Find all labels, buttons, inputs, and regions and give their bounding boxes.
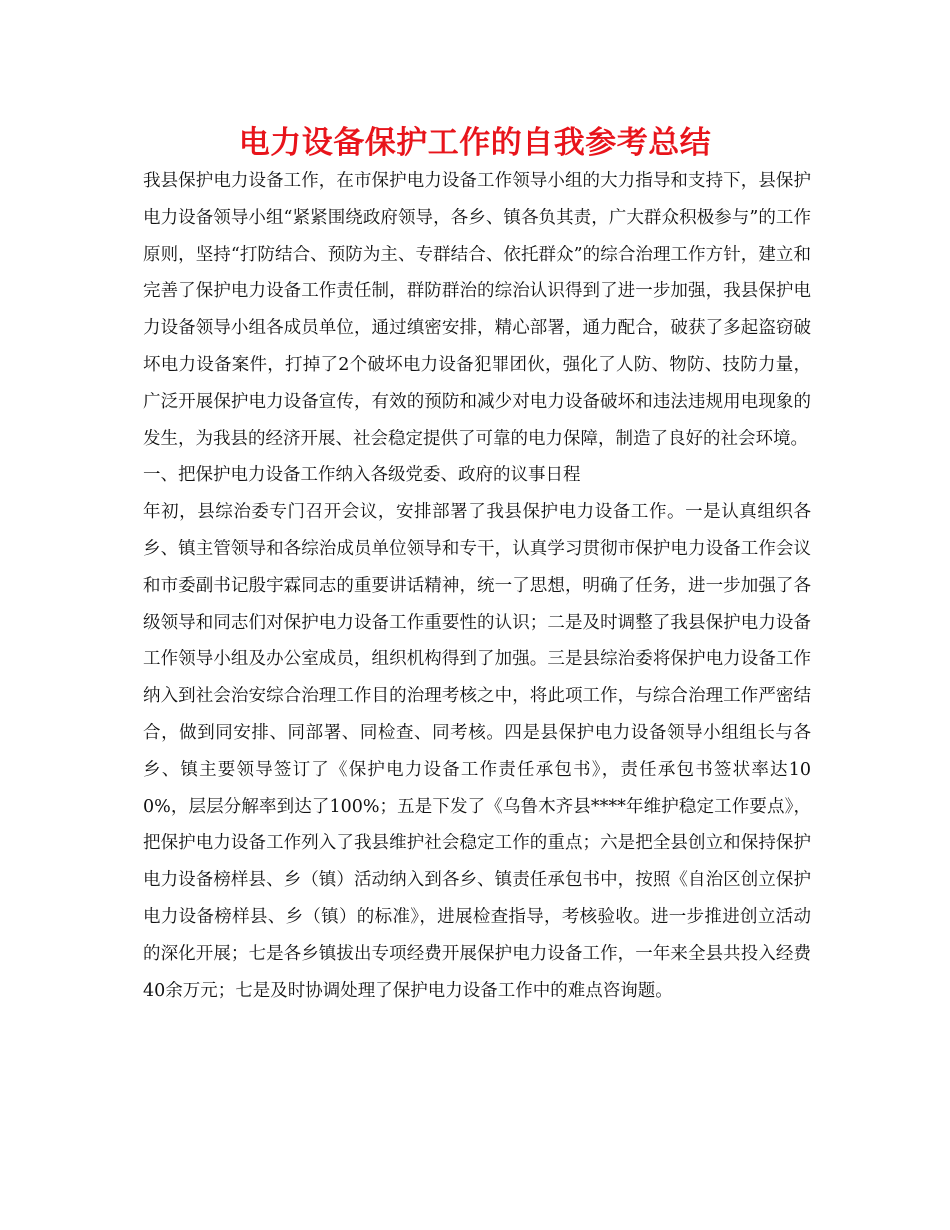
paragraph-intro: 我县保护电力设备工作，在市保护电力设备工作领导小组的大力指导和支持下，县保护电力设备领导小组“紧紧围绕政府领导，各乡、镇各负其责，广大群众积极参与”的工作原则，坚持“打防结合、预防为主、专群结合、依托群众”的综合治理工作方针，建立和完善了保护电力设备工作责任制，群防群治的综治认识得到了进一步加强，我县保护电力设备领导小组各成员单位，通过缜密安排，精心部署，通力配合，破获了多起盗窃破坏电力设备案件，打掉了2个破坏电力设备犯罪团伙，强化了人防、物防、技防力量，广泛开展保护电力设备宣传，有效的预防和减少对电力设备破坏和违法违规用电现象的发生，为我县的经济开展、社会稳定提供了可靠的电力保障，制造了良好的社会环境。: [143, 171, 811, 449]
paragraph-section-1: 年初，县综治委专门召开会议，安排部署了我县保护电力设备工作。一是认真组织各乡、镇主管领导和各综治成员单位领导和专干，认真学习贯彻市保护电力设备工作会议和市委副书记殷宇霖同志的重要讲话精神，统一了思想，明确了任务，进一步加强了各级领导和同志们对保护电力设备工作重要性的认识；二是及时调整了我县保护电力设备工作领导小组及办公室成员，组织机构得到了加强。三是县综治委将保护电力设备工作纳入到社会治安综合治理工作目的治理考核之中，将此项工作，与综合治理工作严密结合，做到同安排、同部署、同检查、同考核。四是县保护电力设备领导小组组长与各乡、镇主要领导签订了《保护电力设备工作责任承包书》，责任承包书签状率达100%，层层分解率到达了100%；五是下发了《乌鲁木齐县****年维护稳定工作要点》，把保护电力设备工作列入了我县维护社会稳定工作的重点；六是把全县创立和保持保护电力设备榜样县、乡（镇）活动纳入到各乡、镇责任承包书中，按照《自治区创立保护电力设备榜样县、乡（镇）的标准》，进展检查指导，考核验收。进一步推进创立活动的深化开展；七是各乡镇拔出专项经费开展保护电力设备工作，一年来全县共投入经费40余万元；七是及时协调处理了保护电力设备工作中的难点咨询题。: [143, 502, 811, 1001]
document-body: [143, 163, 811, 1009]
section-heading-1: 一、把保护电力设备工作纳入各级党委、政府的议事日程: [143, 465, 581, 486]
document-title: 电力设备保护工作的自我参考总结: [238, 125, 712, 161]
